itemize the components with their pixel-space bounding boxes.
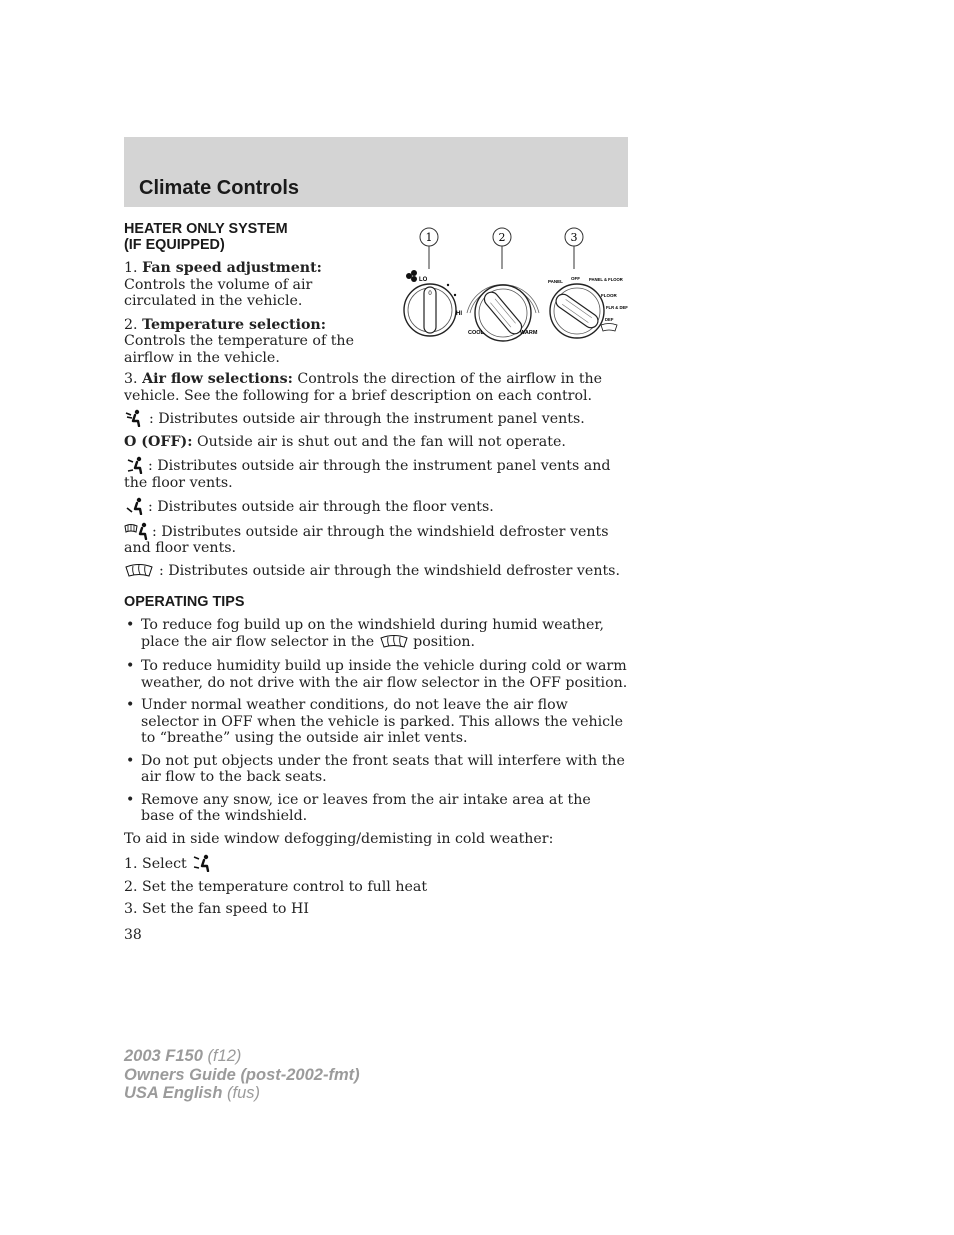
defog-step-2: 2. Set the temperature control to full heat — [124, 878, 428, 895]
mode-panel-label: PANEL — [548, 279, 563, 284]
mode-off-row: O (OFF): Outside air is shut out and the fan will not operate. — [124, 433, 566, 450]
panel-vent-icon — [124, 409, 144, 427]
defog-intro: To aid in side window defogging/demisting in cold weather: — [124, 830, 554, 847]
floor-defrost-icon — [191, 854, 213, 872]
list-item: • To reduce fog build up on the windshield during humid weather, place the air flow selector in the position. — [126, 617, 605, 650]
mode-flr-def-label: FLR & DEF — [606, 305, 628, 310]
airflow-paragraph: 3. Air flow selections: Controls the direction of the airflow in the vehicle. See the following for a brief description on each control. — [124, 371, 603, 404]
fan-lo-label: LO — [419, 277, 428, 283]
mode-panel-floor-row: : Distributes outside air through the instrument panel vents and the floor vents. — [124, 458, 611, 491]
mode-off-label: OFF — [571, 276, 580, 281]
defog-step-1: 1. Select — [124, 854, 628, 873]
callout-2: 2 — [498, 231, 506, 244]
temp-warm-label: WARM — [520, 330, 538, 336]
temperature-paragraph: 2. Temperature selection: Controls the temperature of the airflow in the vehicle. — [124, 316, 354, 366]
mode-defrost-row: : Distributes outside air through the windshield defroster vents. — [124, 563, 628, 580]
floor-vent-icon — [124, 497, 148, 515]
floor-defrost-icon — [124, 522, 152, 540]
mode-def-label: DEF — [605, 317, 614, 322]
content — [124, 221, 628, 918]
panel-floor-icon — [124, 456, 148, 474]
defrost-icon — [124, 563, 154, 579]
list-item: • Do not put objects under the front seats that will interfere with the air flow to the back seats. — [126, 752, 625, 785]
list-item: • To reduce humidity build up inside the vehicle during cold or warm weather, do not drive with the air flow selector in the OFF position. — [126, 658, 628, 691]
document-footer: 2003 F150 (f12) Owners Guide (post-2002-fmt) USA English (fus) — [124, 1047, 360, 1102]
fan-speed-paragraph: 1. Fan speed adjustment: Controls the volume of air circulated in the vehicle. — [124, 260, 322, 309]
defrost-icon — [379, 634, 409, 650]
callout-3: 3 — [570, 231, 578, 244]
section-heading-heater: HEATER ONLY SYSTEM (IF EQUIPPED) — [124, 221, 288, 253]
section-heading-tips: OPERATING TIPS — [124, 594, 245, 610]
mode-panel-row: : Distributes outside air through the instrument panel vents. — [124, 409, 628, 428]
svg-text:0: 0 — [428, 291, 432, 297]
page-title: Climate Controls — [139, 177, 300, 199]
mode-floor-row: : Distributes outside air through the floor vents. — [124, 497, 628, 516]
fan-hi-label: HI — [456, 311, 462, 317]
tips-list — [124, 617, 628, 825]
mode-floor-defrost-row: : Distributes outside air through the windshield defroster vents and floor vents. — [124, 523, 609, 556]
list-item: • Remove any snow, ice or leaves from the air intake area at the base of the windshield. — [126, 791, 591, 824]
header-band — [124, 137, 628, 207]
page-number: 38 — [124, 927, 142, 943]
mode-panel-floor-label: PANEL & FLOOR — [589, 277, 623, 282]
list-item: • Under normal weather conditions, do not leave the air flow selector in OFF when the vehicle is parked. This allows the vehicle to “breathe” using the outside air inlet vents. — [126, 697, 624, 746]
defog-step-3: 3. Set the fan speed to HI — [124, 901, 309, 917]
mode-floor-label: FLOOR — [601, 293, 617, 298]
temp-cool-label: COOL — [468, 330, 484, 336]
callout-1: 1 — [425, 231, 433, 244]
